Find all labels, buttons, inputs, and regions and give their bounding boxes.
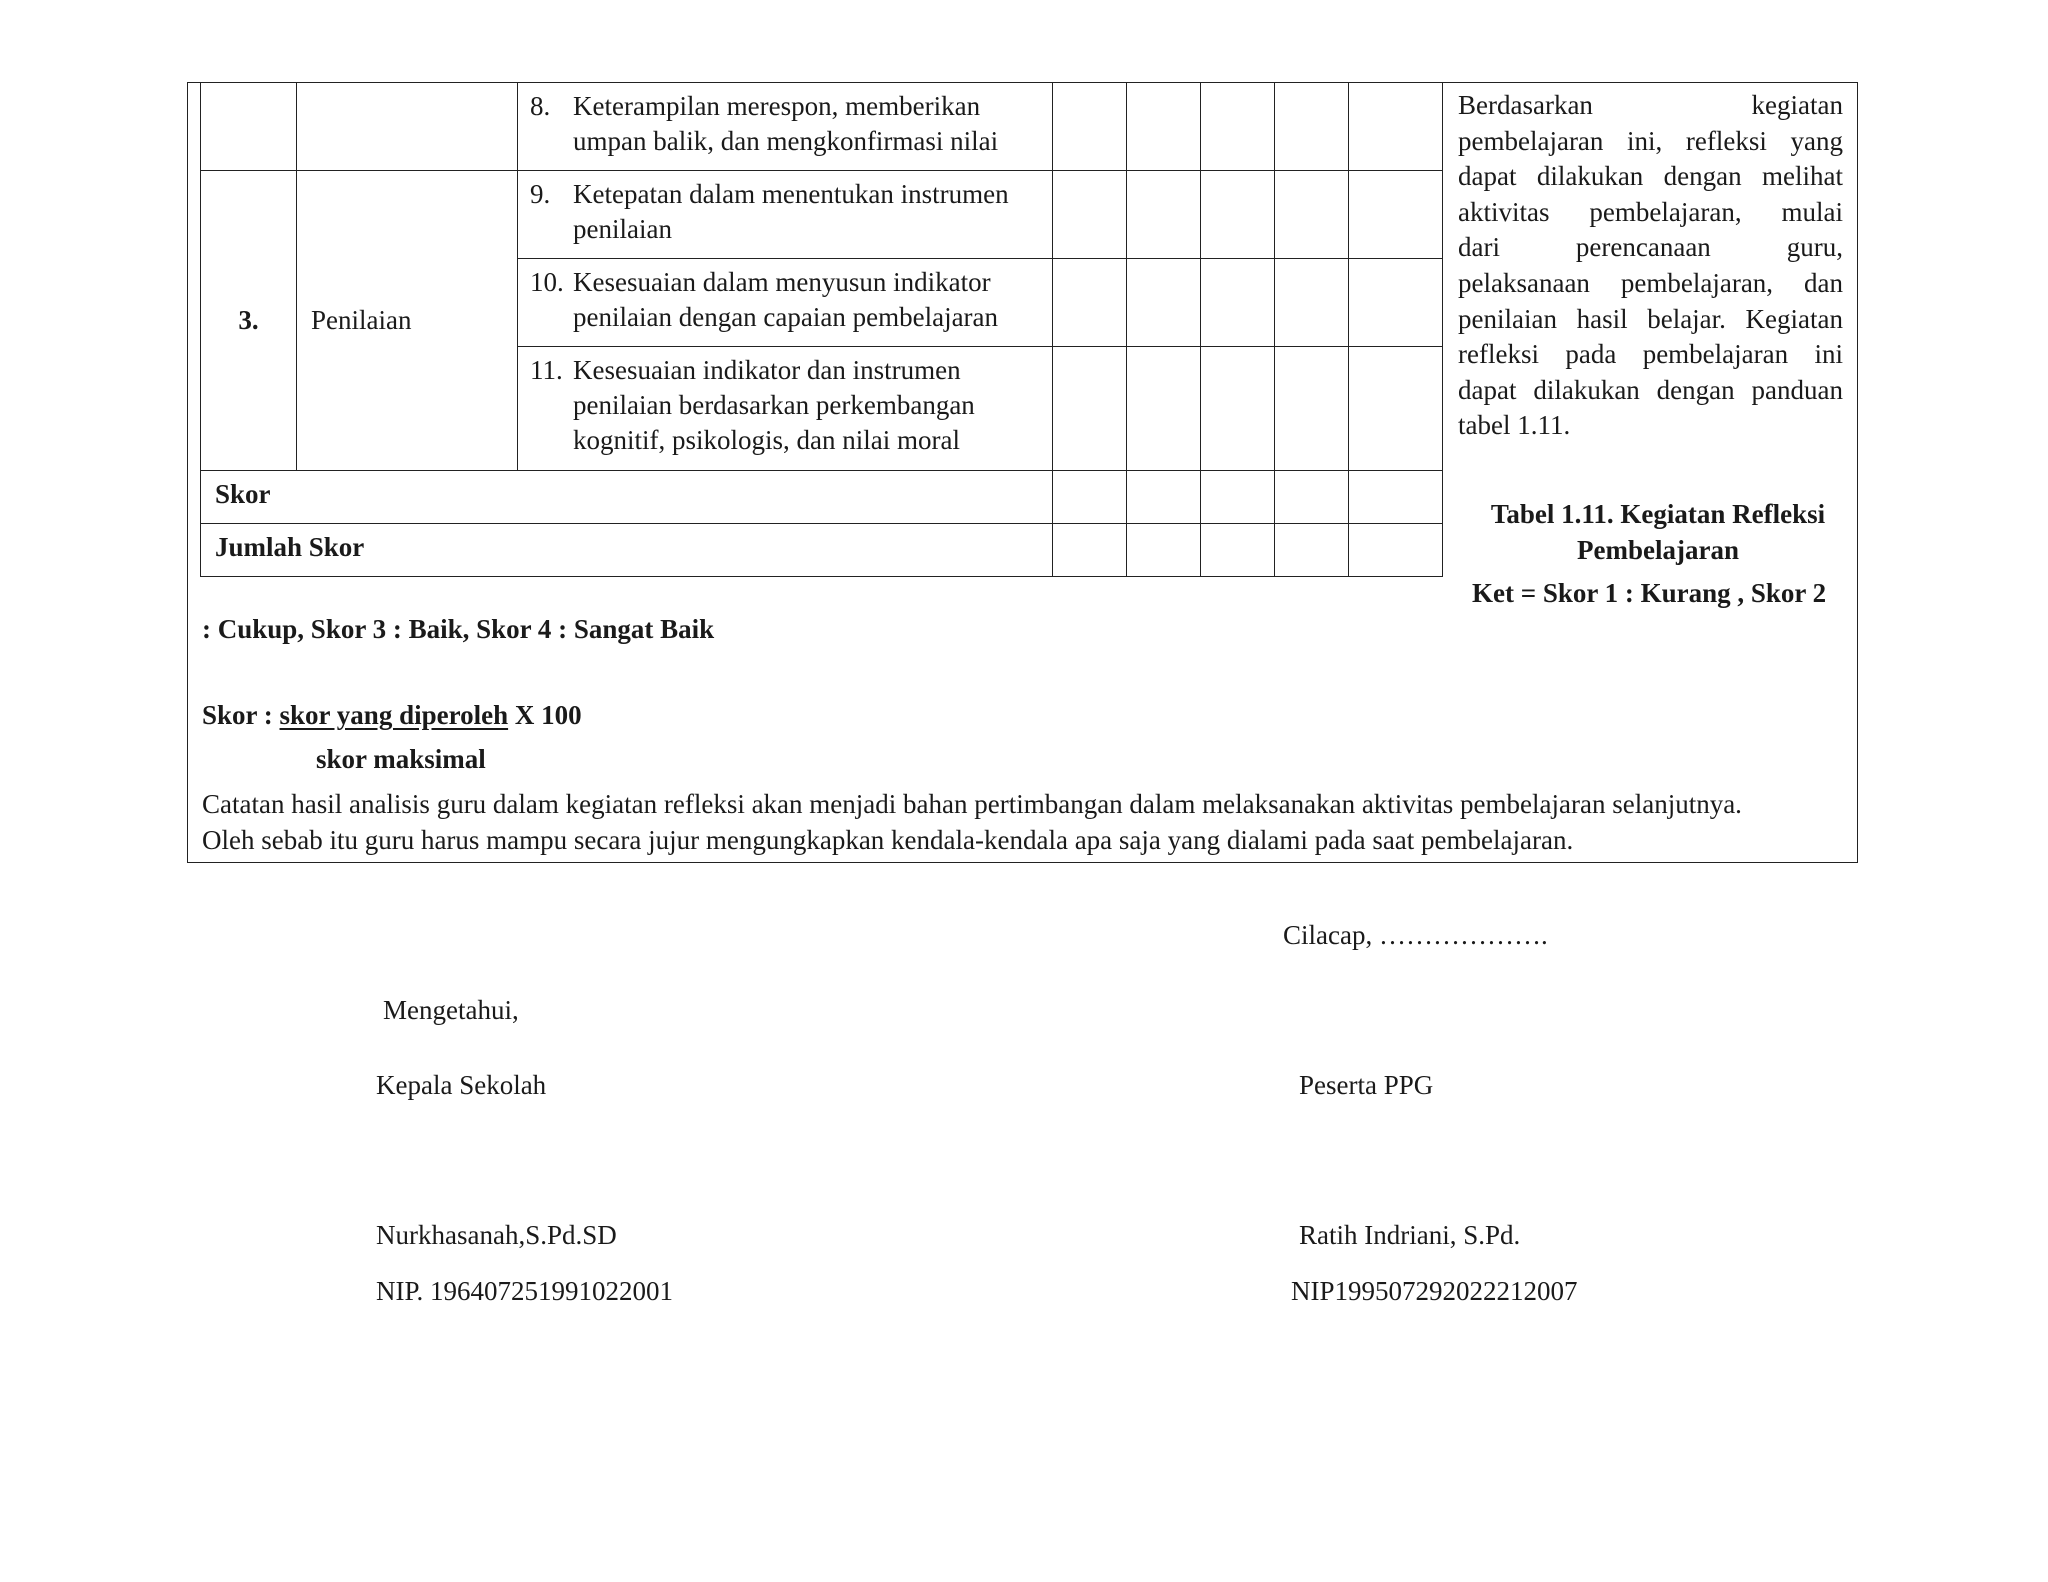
score-cell	[1201, 347, 1275, 471]
description-line: pembelajaran ini, refleksi yang	[1458, 125, 1843, 156]
score-cell	[1201, 524, 1275, 577]
score-cell	[1349, 171, 1443, 259]
score-cell	[1053, 259, 1127, 347]
description-line: dapat dilakukan dengan melihat	[1458, 161, 1843, 192]
score-cell	[1201, 83, 1275, 171]
score-cell	[1349, 347, 1443, 471]
score-key-continued: : Cukup, Skor 3 : Baik, Skor 4 : Sangat Baik	[202, 614, 715, 644]
indicator-text: penilaian berdasarkan perkembangan	[573, 390, 975, 420]
skor-label: Skor	[201, 471, 1053, 524]
description-line: aktivitas pembelajaran, mulai	[1458, 196, 1843, 227]
score-cell	[1053, 171, 1127, 259]
indicator-number: 11.	[530, 355, 563, 385]
indicator-cell	[518, 171, 1053, 259]
indicator-text: Ketepatan dalam menentukan instrumen	[573, 179, 1009, 209]
score-cell	[1349, 259, 1443, 347]
indicator-text: kognitif, psikologis, dan nilai moral	[573, 425, 960, 455]
score-cell	[1201, 171, 1275, 259]
description-line: dari perencanaan guru,	[1458, 232, 1843, 263]
indicator-number: 10.	[530, 267, 564, 297]
indicator-text: penilaian	[573, 214, 672, 244]
formula-denominator: skor maksimal	[316, 744, 486, 774]
indicator-text: penilaian dengan capaian pembelajaran	[573, 302, 999, 332]
right-signer-name: Ratih Indriani, S.Pd.	[1299, 1220, 1521, 1250]
skor-row	[201, 471, 1443, 524]
table-caption	[1458, 496, 1858, 568]
table-row	[201, 83, 1443, 171]
indicator-text: Kesesuaian indikator dan instrumen	[573, 355, 961, 385]
left-signer-role: Kepala Sekolah	[376, 1070, 547, 1100]
right-signer-nip: NIP199507292022212007	[1291, 1276, 1578, 1306]
indicator-number: 8.	[530, 91, 551, 121]
group-number: 3.	[201, 171, 297, 471]
description-line: penilaian hasil belajar. Kegiatan	[1458, 303, 1843, 334]
indicator-text: Kesesuaian dalam menyusun indikator	[573, 267, 991, 297]
caption-line: Pembelajaran	[1577, 535, 1739, 565]
table-cell	[201, 83, 297, 171]
notes-line: Catatan hasil analisis guru dalam kegiatan refleksi akan menjadi bahan pertimbangan dalam melaksanakan aktivitas pembelajaran selanjutnya.	[202, 789, 1742, 819]
score-cell	[1275, 524, 1349, 577]
indicator-cell	[518, 83, 1053, 171]
score-cell	[1201, 259, 1275, 347]
description-line: tabel 1.11.	[1458, 410, 1571, 441]
formula-suffix: X 100	[508, 700, 582, 730]
indicator-cell	[518, 259, 1053, 347]
description-line: refleksi pada pembelajaran ini	[1458, 339, 1843, 370]
left-signer-name: Nurkhasanah,S.Pd.SD	[376, 1220, 617, 1250]
score-cell	[1275, 259, 1349, 347]
jumlah-skor-row	[201, 524, 1443, 577]
indicator-text: umpan balik, dan mengkonfirmasi nilai	[573, 126, 999, 156]
score-cell	[1127, 471, 1201, 524]
formula-numerator: skor yang diperoleh	[279, 700, 509, 730]
formula-prefix: Skor :	[202, 700, 280, 730]
reflection-notes	[202, 786, 1742, 858]
rubric-table	[200, 82, 1443, 577]
score-cell	[1053, 347, 1127, 471]
group-aspect: Penilaian	[297, 171, 518, 471]
score-cell	[1275, 471, 1349, 524]
score-cell	[1127, 83, 1201, 171]
score-cell	[1053, 83, 1127, 171]
table-row	[201, 171, 1443, 259]
description-line: pelaksanaan pembelajaran, dan	[1458, 267, 1843, 298]
left-signer-nip: NIP. 196407251991022001	[376, 1276, 674, 1306]
right-signer-role: Peserta PPG	[1299, 1070, 1434, 1100]
score-cell	[1127, 259, 1201, 347]
description-line: Berdasarkan kegiatan	[1458, 90, 1843, 120]
score-cell	[1349, 83, 1443, 171]
score-formula	[202, 700, 582, 731]
score-cell	[1349, 471, 1443, 524]
score-cell	[1053, 524, 1127, 577]
score-cell	[1275, 171, 1349, 259]
score-key: Ket = Skor 1 : Kurang , Skor 2	[1472, 578, 1827, 608]
reflection-description	[1458, 88, 1843, 444]
indicator-text: Keterampilan merespon, memberikan	[573, 91, 981, 121]
mengetahui-label: Mengetahui,	[383, 995, 519, 1025]
score-cell	[1127, 171, 1201, 259]
table-cell	[297, 83, 518, 171]
score-cell	[1201, 471, 1275, 524]
indicator-cell	[518, 347, 1053, 471]
notes-line: Oleh sebab itu guru harus mampu secara jujur mengungkapkan kendala-kendala apa saja yang dialami pada saat pembelajaran.	[202, 825, 1574, 855]
place-date: Cilacap, ……………….	[1283, 920, 1548, 950]
description-line: dapat dilakukan dengan panduan	[1458, 374, 1843, 405]
score-cell	[1275, 83, 1349, 171]
score-cell	[1349, 524, 1443, 577]
score-cell	[1127, 524, 1201, 577]
jumlah-skor-label: Jumlah Skor	[201, 524, 1053, 577]
indicator-number: 9.	[530, 179, 551, 209]
score-cell	[1053, 471, 1127, 524]
score-cell	[1275, 347, 1349, 471]
caption-line: Tabel 1.11. Kegiatan Refleksi	[1490, 499, 1826, 529]
score-cell	[1127, 347, 1201, 471]
